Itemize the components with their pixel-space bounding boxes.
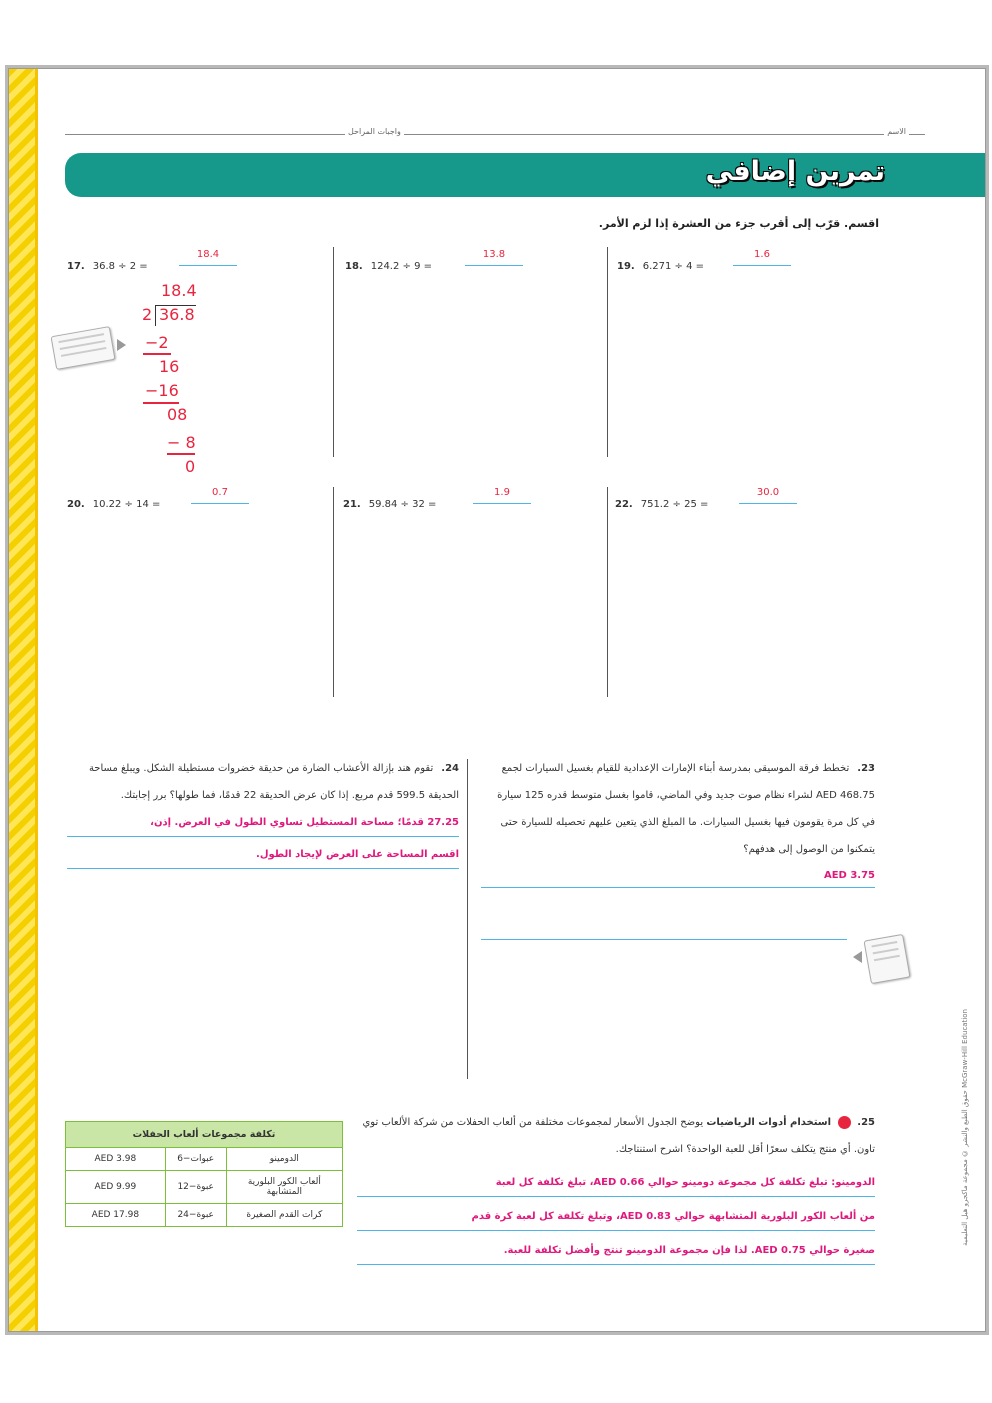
title-banner <box>65 153 985 197</box>
divider <box>333 487 334 697</box>
problem-17: 17. 36.8 ÷ 2 = <box>67 261 148 272</box>
answer-20[interactable]: 0.7 <box>191 487 249 504</box>
problem-23: 23. تخطط فرقة الموسيقى بمدرسة أبناء الإمارات الإعدادية للقيام بغسيل السيارات لجمع AED 468.75 لشراء نظام صوت جديد وفي الماضي، قاموا بغسل متوسط قدره 125 سيارة في كل مرة يقومون فيها بغسيل السيارات. ما المبلغ الذي يتعين عليهم تحصيله للسيارة حتى يتمكنوا من الوصول إلى هدفهم؟ AED 3.75 <box>481 755 875 888</box>
header-rule <box>65 134 925 135</box>
note-icon <box>863 934 910 984</box>
name-label: الاسم <box>884 127 909 136</box>
table-row: AED 9.99 12−عبوة ألعاب الكور البلورية المتشابهة <box>66 1171 343 1204</box>
answer-21[interactable]: 1.9 <box>473 487 531 504</box>
problem-19: 19. 6.271 ÷ 4 = <box>617 261 705 272</box>
yellow-stripe <box>9 69 35 1331</box>
answer-24-line2[interactable]: اقسم المساحة على العرض لإيجاد الطول. <box>67 841 459 869</box>
arrow-right-icon <box>117 339 126 351</box>
problem-25-heading: استخدام أدوات الرياضيات <box>706 1117 832 1128</box>
problem-21: 21. 59.84 ÷ 32 = <box>343 499 437 510</box>
table-row: AED 3.98 6−عبوات الدومينو <box>66 1148 343 1171</box>
answer-22[interactable]: 30.0 <box>739 487 797 504</box>
problem-18: 18. 124.2 ÷ 9 = <box>345 261 433 272</box>
answer-19[interactable]: 1.6 <box>733 249 791 266</box>
table-row: AED 17.98 24−عبوة كرات القدم الصغيرة <box>66 1204 343 1227</box>
answer-25-line1[interactable]: الدومينو: تبلغ تكلفة كل مجموعة دومينو حوالي AED 0.66، تبلغ تكلفة كل لعبة <box>357 1169 875 1197</box>
divider <box>333 247 334 457</box>
problem-20: 20. 10.22 ÷ 14 = <box>67 499 161 510</box>
price-table <box>65 1121 343 1227</box>
worksheet-page: الاسم واجبات المراحل تمرين إضافي اقسم. قرّب إلى أقرب جزء من العشرة إذا لزم الأمر. 17. 36.8 ÷ 2 = 18.4 18. 124.2 ÷ 9 = 13.8 19. 6.271 ÷ 4 = 1.6 18.4 2 36.8 −2 16 −16 08 − 8 0 20. 10.22 ÷ 14 = 0.7 21. 59.84 ÷ 32 = 1.9 22. 751.2 ÷ 25 = 30.0 23. تخطط فرقة الموسيقى بمدرسة أبناء الإمارات الإعدادية للقيام بغسيل السيارات لجمع AED 468.75 لشراء نظام صوت جديد وفي الماضي، قاموا بغسل متوسط قدره 125 سيارة في كل مرة يقومون فيها بغسيل السيارات. ما المبلغ الذي يتعين عليهم تحصيله للسيارة حتى يتمكنوا من الوصول إلى هدفهم؟ AED 3.75 24. تقوم هند بإزالة الأعشاب الضارة من حديقة خضروات مستطيلة الشكل. ويبلغ مساحة الحديقة 599.5 قدم مربع. إذا كان عرض الحديقة 22 قدمًا، فما طولها؟ برر إجابتك. 27.25 قدمًا؛ مساحة المستطيل تساوي الطول في العرض. إذن، اقسم المساحة على العرض لإيجاد الطول. 25. استخدام أدوات الرياضيات يوضح الجدول الأسعار لمجموعات مختلفة من ألعاب الحفلات من شركة الألعاب توي تاون. أي منتج يتكلف سعرًا أقل للعبة الواحدة؟ اشرح استنتاجك. الدومينو: تبلغ تكلفة كل مجموعة دومينو حوالي AED 0.66، تبلغ تكلفة كل لعبة من ألعاب الكور البلورية المتشابهة حوالي AED 0.83، وتبلغ تكلفة كل لعبة كرة قدم صغيرة حوالي AED 0.75. لذا فإن مجموعة الدومينو تنتج وأفضل تكلفة للعبة. تكلفة مجموعات ألعاب الحفلات AED 3.98 6−عبوات الدومينو AED 9.99 12−عبوة ألعاب الكور البلورية المتشابهة AED 17.98 24−عبوة كرات القدم الصغيرة حقوق الطبع والنشر © مجموعة ماكجرو هيل التعليمية McGraw-Hill Education <box>8 68 986 1332</box>
answer-25-line3[interactable]: صغيرة حوالي AED 0.75. لذا فإن مجموعة الدومينو تنتج وأفضل تكلفة للعبة. <box>357 1237 875 1265</box>
date-label: واجبات المراحل <box>345 127 404 136</box>
instruction: اقسم. قرّب إلى أقرب جزء من العشرة إذا لزم الأمر. <box>598 217 879 230</box>
problem-24: 24. تقوم هند بإزالة الأعشاب الضارة من حديقة خضروات مستطيلة الشكل. ويبلغ مساحة الحديقة 599.5 قدم مربع. إذا كان عرض الحديقة 22 قدمًا، فما طولها؟ برر إجابتك. 27.25 قدمًا؛ مساحة المستطيل تساوي الطول في العرض. إذن، اقسم المساحة على العرض لإيجاد الطول. <box>67 755 459 869</box>
divider <box>607 247 608 457</box>
answer-24-line1[interactable]: 27.25 قدمًا؛ مساحة المستطيل تساوي الطول في العرض. إذن، <box>67 809 459 837</box>
answer-line[interactable] <box>481 939 847 940</box>
divider <box>467 759 468 1079</box>
answer-18[interactable]: 13.8 <box>465 249 523 266</box>
star-icon <box>838 1116 851 1129</box>
arrow-left-icon <box>853 951 862 963</box>
copyright-credit: حقوق الطبع والنشر © مجموعة ماكجرو هيل التعليمية McGraw-Hill Education <box>961 1009 969 1246</box>
answer-25-line2[interactable]: من ألعاب الكور البلورية المتشابهة حوالي AED 0.83، وتبلغ تكلفة كل لعبة كرة قدم <box>357 1203 875 1231</box>
table-title: تكلفة مجموعات ألعاب الحفلات <box>66 1122 343 1148</box>
note-icon <box>51 326 116 370</box>
problem-22: 22. 751.2 ÷ 25 = <box>615 499 709 510</box>
problem-25: 25. استخدام أدوات الرياضيات يوضح الجدول الأسعار لمجموعات مختلفة من ألعاب الحفلات من شركة الألعاب توي تاون. أي منتج يتكلف سعرًا أقل للعبة الواحدة؟ اشرح استنتاجك. الدومينو: تبلغ تكلفة كل مجموعة دومينو حوالي AED 0.66، تبلغ تكلفة كل لعبة من ألعاب الكور البلورية المتشابهة حوالي AED 0.83، وتبلغ تكلفة كل لعبة كرة قدم صغيرة حوالي AED 0.75. لذا فإن مجموعة الدومينو تنتج وأفضل تكلفة للعبة. <box>357 1109 875 1265</box>
divider <box>607 487 608 697</box>
page-title: تمرين إضافي <box>705 156 885 187</box>
answer-23[interactable]: AED 3.75 <box>481 865 875 888</box>
answer-17[interactable]: 18.4 <box>179 249 237 266</box>
